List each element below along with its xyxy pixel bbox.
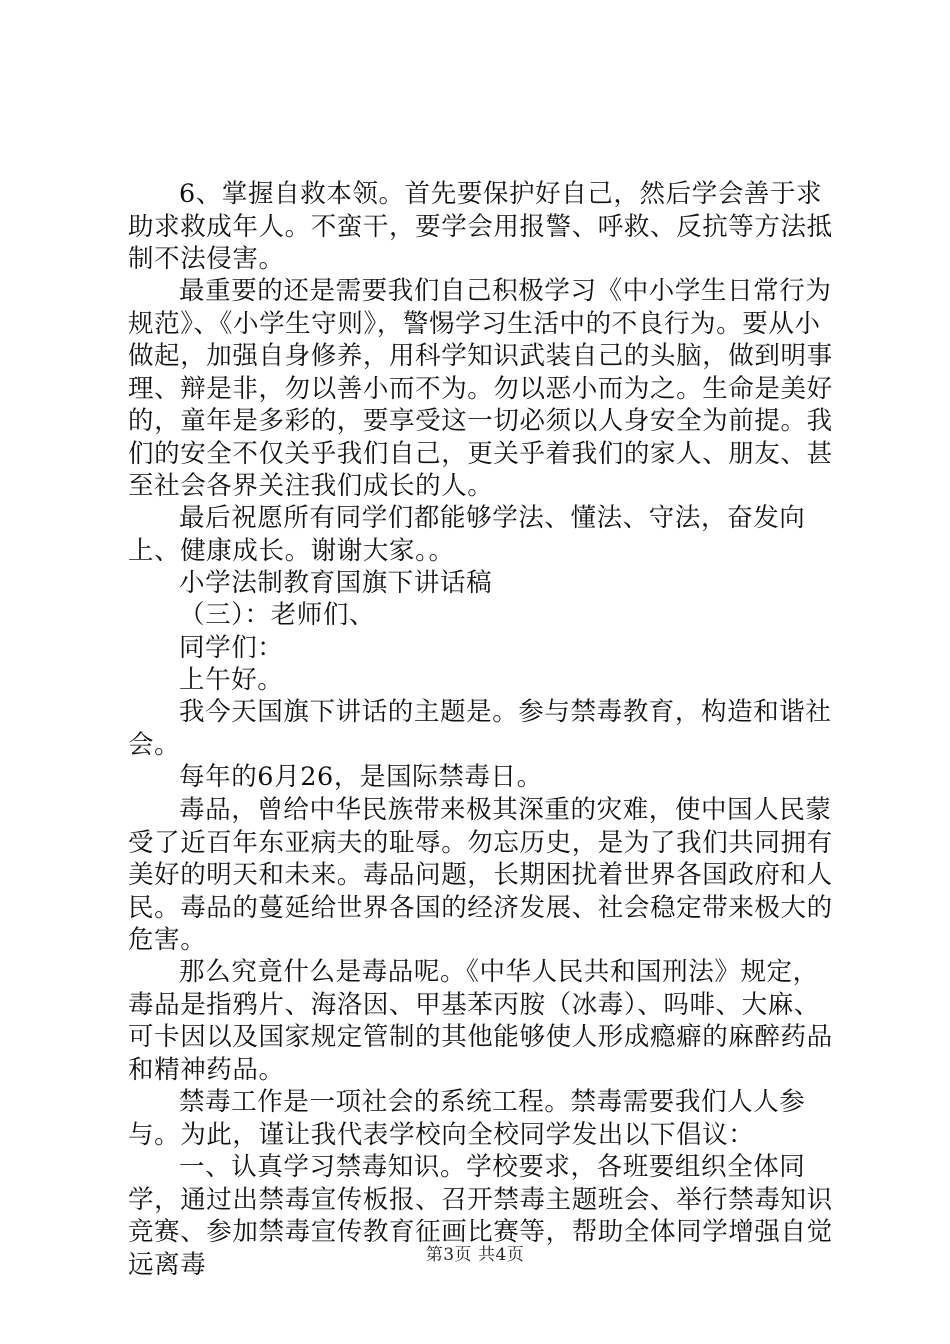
speech-part-three-greeting: （三）：老师们、 [179,600,376,630]
greeting-students: 同学们： [179,633,284,663]
greeting-good-morning: 上午好。 [179,665,284,695]
paragraph-drug-definition: 那么究竟什么是毒品呢。《中华人民共和国刑法》规定，毒品是指鸦片、海洛因、甲基苯丙胺（冰毒）、吗啡、大麻、可卡因以及国家规定管制的其他能够使人形成瘾癖的麻醉药品和精神药品。 [128,957,833,1085]
paragraph-anti-drug-work: 禁毒工作是一项社会的系统工程。禁毒需要我们人人参与。为此，谨让我代表学校向全校同学发出以下倡议： [128,1087,806,1150]
paragraph-code-of-conduct: 最重要的还是需要我们自己积极学习《中小学生日常行为规范》、《小学生守则》，警惕学习生活中的不良行为。要从小做起，加强自身修养，用科学知识武装自己的头脑，做到明事理、辩是非，勿以善小而不为。勿以恶小而为之。生命是美好的，童年是多彩的，要享受这一切必须以人身安全为前提。我们的安全不仅关乎我们自己，更关乎着我们的家人、朋友、甚至社会各界关注我们成长的人。 [128,276,833,501]
paragraph-self-rescue: 6、掌握自救本领。首先要保护好自己，然后学会善于求助求救成年人。不蛮干，要学会用报警、呼救、反抗等方法抵制不法侵害。 [128,179,833,274]
speech-title: 小学法制教育国旗下讲话稿 [179,568,493,598]
page-footer: 第3页 共4页 [425,1245,525,1265]
paragraph-closing-wishes: 最后祝愿所有同学们都能够学法、懂法、守法，奋发向上、健康成长。谢谢大家。。 [128,503,806,566]
paragraph-proposal-one: 一、认真学习禁毒知识。学校要求，各班要组织全体同学，通过出禁毒宣传板报、召开禁毒主题班会、举行禁毒知识竞赛、参加禁毒宣传教育征画比赛等，帮助全体同学增强自觉远离毒 [128,1152,833,1280]
paragraph-speech-theme: 我今天国旗下讲话的主题是。参与禁毒教育，构造和谐社会。 [128,697,832,760]
paragraph-anti-drug-day: 每年的6月26，是国际禁毒日。 [179,762,543,792]
paragraph-drug-history: 毒品，曾给中华民族带来极其深重的灾难，使中国人民蒙受了近百年东亚病夫的耻辱。勿忘历史，是为了我们共同拥有美好的明天和未来。毒品问题，长期困扰着世界各国政府和人民。毒品的蔓延给世界各国的经济发展、社会稳定带来极大的危害。 [128,795,833,955]
